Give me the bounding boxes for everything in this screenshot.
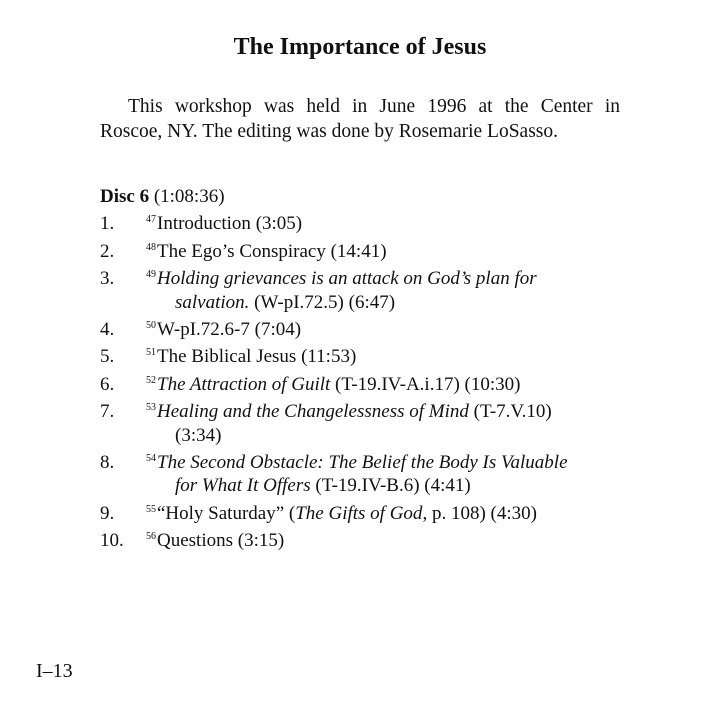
- track-time: (11:53): [301, 346, 357, 368]
- track-item-3: [100, 263, 660, 314]
- track-title: Healing and the Changelessness of Mind: [157, 401, 469, 423]
- track-time: (10:30): [464, 373, 521, 395]
- track-title: The Biblical Jesus: [157, 346, 297, 368]
- track-title: The Ego’s Conspiracy: [157, 240, 326, 262]
- track-time: (3:15): [237, 530, 285, 552]
- track-item-6: [100, 369, 660, 396]
- track-number: 1.: [100, 213, 115, 235]
- track-item-4: [100, 314, 660, 341]
- track-ref-sup: 47: [146, 214, 156, 226]
- track-number: 4.: [100, 319, 115, 341]
- track-item-2: [100, 236, 660, 263]
- track-item-7: [100, 396, 660, 447]
- intro-line-2: Roscoe, NY. The editing was done by Rosemarie LoSasso.: [100, 121, 559, 142]
- intro-line-1: This workshop was held in June 1996 at the Center in: [128, 96, 620, 117]
- track-source-ref: (T-19.IV-A.i.17): [335, 373, 460, 395]
- track-ref-sup: 48: [146, 241, 156, 253]
- track-item-1: [100, 208, 660, 235]
- track-time: (14:41): [330, 240, 387, 262]
- track-title: Introduction: [157, 213, 251, 235]
- track-item-10: [100, 525, 660, 552]
- track-ref-sup: 49: [146, 269, 156, 281]
- track-title: The Gifts of God: [295, 502, 423, 524]
- track-number: 6.: [100, 373, 115, 395]
- track-item-8: [100, 447, 660, 498]
- disc-duration: (1:08:36): [153, 186, 225, 207]
- track-title-continued: salvation.: [175, 291, 250, 313]
- track-title: The Attraction of Guilt: [157, 373, 331, 395]
- track-list: [100, 185, 660, 553]
- track-title: W-pI.72.6-7: [157, 319, 250, 341]
- track-ref-sup: 50: [146, 320, 156, 332]
- disc-label: Disc 6: [100, 186, 150, 207]
- track-item-5: [100, 341, 660, 368]
- track-ref-sup: 52: [146, 374, 156, 386]
- track-time: (6:47): [348, 291, 396, 313]
- track-number: 3.: [100, 268, 115, 290]
- track-time: (4:41): [424, 475, 471, 497]
- track-number: 7.: [100, 401, 115, 423]
- track-number: 5.: [100, 346, 115, 368]
- track-number: 2.: [100, 240, 115, 262]
- track-source-ref: (T-7.V.10): [473, 401, 552, 423]
- track-ref-sup: 56: [146, 531, 156, 543]
- track-ref-sup: 55: [146, 503, 156, 515]
- track-title-continued: for What It Offers: [175, 475, 311, 497]
- page-number: I–13: [36, 660, 73, 682]
- track-time: (7:04): [254, 319, 302, 341]
- disc-heading: [100, 185, 660, 208]
- track-ref-sup: 54: [146, 453, 156, 465]
- track-source-ref: (W-pI.72.5): [254, 291, 344, 313]
- track-title-prefix: “Holy Saturday” (: [157, 502, 296, 524]
- intro-paragraph: [100, 94, 620, 144]
- track-number: 10.: [100, 530, 124, 552]
- track-title: Questions: [157, 530, 233, 552]
- track-source-ref: (T-19.IV-B.6): [315, 475, 420, 497]
- page-title: The Importance of Jesus: [233, 34, 487, 60]
- track-source-ref: , p. 108): [422, 502, 486, 524]
- track-time: (4:30): [490, 502, 537, 524]
- track-time: (3:34): [175, 424, 222, 446]
- track-item-9: [100, 498, 660, 525]
- track-time: (3:05): [255, 213, 303, 235]
- track-number: 9.: [100, 502, 115, 524]
- track-title: The Second Obstacle: The Belief the Body Is Valuable: [157, 452, 568, 474]
- track-ref-sup: 53: [146, 402, 156, 414]
- track-ref-sup: 51: [146, 347, 156, 359]
- track-number: 8.: [100, 452, 115, 474]
- track-title: Holding grievances is an attack on God’s plan for: [157, 268, 537, 290]
